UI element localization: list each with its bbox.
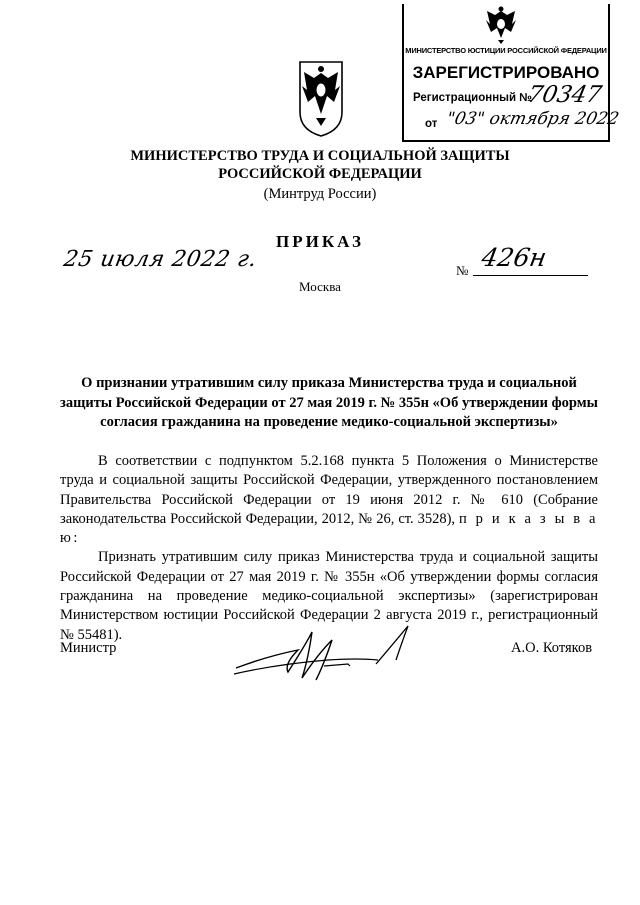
body-paragraph-2: Признать утратившим силу приказ Министерства труда и социальной защиты Российской Федерации от 27 мая 2019 г. № 355н «Об утверждении формы согласия гражданина на проведение медико-социальной экспертизы» (зарегистрирован Министерством юстиции Российской Федерации 2 августа 2019 г., регистрационный № 55481). (60, 549, 598, 643)
document-type: ПРИКАЗ (276, 232, 364, 251)
body-paragraph-1-text: В соответствии с подпунктом 5.2.168 пункта 5 Положения о Министерстве труда и социальной защиты Российской Федерации, утвержденного постановлением Правительства Российской Федерации от 19 июня 2012 г. № 610 (Собрание законодательства Российской Федерации, 2012, № 26, ст. 3528), (60, 453, 598, 527)
stamp-date-value: "03" октября 2022 (444, 109, 621, 129)
signer-title: Министр (60, 640, 117, 656)
coat-of-arms-emblem-icon (296, 60, 346, 138)
order-body (60, 452, 598, 645)
ministry-title-line2: РОССИЙСКОЙ ФЕДЕРАЦИИ (218, 166, 422, 182)
stamp-regno-value: 70347 (525, 82, 604, 108)
number-underline (473, 275, 588, 276)
stamp-eagle-emblem-icon (484, 4, 518, 44)
ministry-title-line1: МИНИСТЕРСТВО ТРУДА И СОЦИАЛЬНОЙ ЗАЩИТЫ (130, 148, 510, 164)
ministry-abbreviation: (Минтруд России) (263, 186, 377, 202)
order-subject: О признании утратившим силу приказа Министерства труда и социальной защиты Российской Федерации от 27 мая 2019 г. № 355н «Об утверждении формы согласия гражданина на проведение медико-социальной экспертизы» (60, 375, 598, 430)
stamp-date-label: от (425, 118, 438, 130)
order-directive: п р и к а з ы в а ю: (60, 510, 598, 547)
stamp-registered-label: ЗАРЕГИСТРИРОВАНО (412, 63, 600, 82)
handwritten-signature (228, 620, 428, 690)
order-number: 426н (479, 243, 549, 272)
signer-name: А.О. Котяков (511, 640, 593, 656)
city: Москва (299, 279, 341, 294)
number-sign: № (456, 263, 469, 278)
ministry-title (0, 147, 640, 183)
stamp-ministry-name: МИНИСТЕРСТВО ЮСТИЦИИ РОССИЙСКОЙ ФЕДЕРАЦИИ (405, 46, 607, 55)
body-paragraph-1 (60, 452, 598, 548)
stamp-regno-label: Регистрационный № (413, 92, 533, 104)
order-date: 25 июля 2022 г. (61, 247, 259, 272)
